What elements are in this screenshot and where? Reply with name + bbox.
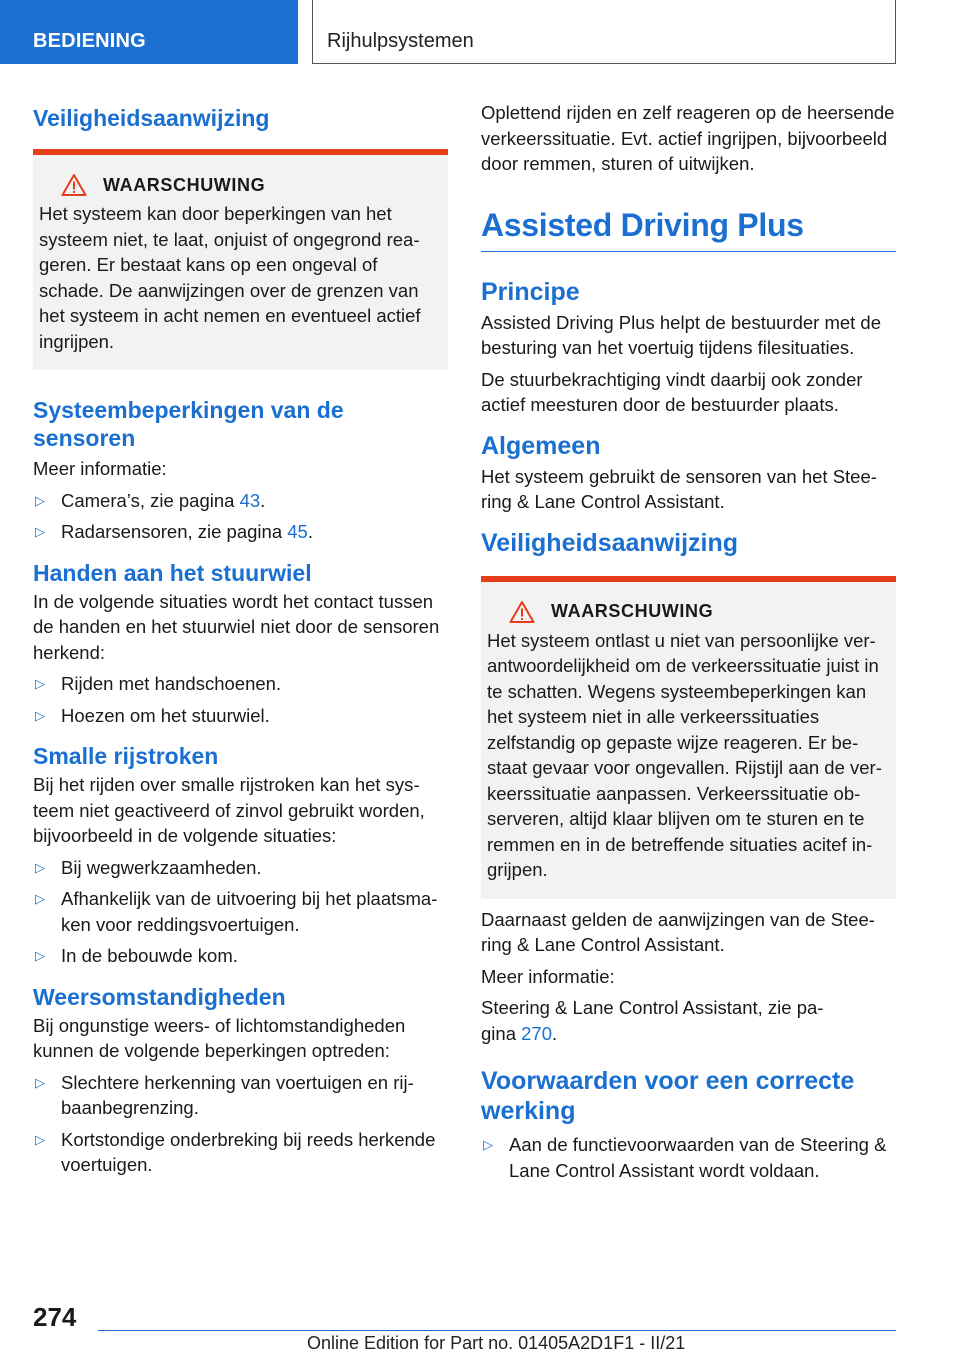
main-heading-wrapper xyxy=(481,205,896,252)
triangle-bullet-icon: ▷ xyxy=(35,859,45,875)
warning-label: WAARSCHUWING xyxy=(103,174,266,195)
triangle-bullet-icon: ▷ xyxy=(35,707,45,723)
warning-triangle-icon xyxy=(509,600,535,624)
paragraph: Meer informatie: xyxy=(481,965,615,987)
page-header xyxy=(0,0,960,66)
bullet-list xyxy=(481,1132,896,1183)
list-item: ▷ Hoezen om het stuurwiel. xyxy=(33,703,448,729)
warning-label: WAARSCHUWING xyxy=(551,601,714,621)
paragraph: In de volgende situaties wordt het contact tussen de handen en het stuurwiel niet door de sensoren herkend: xyxy=(33,590,440,663)
edition-footer: Online Edition for Part no. 01405A2D1F1 - II/21 xyxy=(307,1333,686,1353)
triangle-bullet-icon: ▷ xyxy=(35,524,45,539)
heading-veiligheidsaanwijzing-2: Veiligheidsaanwijzing xyxy=(481,528,739,557)
warning-title xyxy=(39,173,440,197)
list-item: ▷ Kortstondige onderbreking bij reeds herkende voertuigen. xyxy=(33,1127,448,1178)
list-item: ▷ Radarsensoren, zie pagina 45. xyxy=(33,519,448,545)
bullet-list xyxy=(33,671,448,728)
warning-triangle-icon xyxy=(61,173,87,197)
bullet-list xyxy=(33,1070,448,1178)
paragraph: Assisted Driving Plus helpt de bestuurder met de besturing van het voertuig tijdens filesituaties. xyxy=(481,311,882,358)
list-item: ▷ Camera’s, zie pagina 43. xyxy=(33,488,448,514)
page-link[interactable]: 45 xyxy=(287,521,308,542)
chapter-title: Rijhulpsystemen xyxy=(312,0,896,64)
paragraph: Meer informatie: xyxy=(33,458,167,479)
paragraph: Steering & Lane Control Assistant, zie pagina 270. xyxy=(481,997,824,1044)
triangle-bullet-icon: ▷ xyxy=(35,948,45,963)
triangle-bullet-icon: ▷ xyxy=(483,1137,493,1152)
paragraph: Oplettend rijden en zelf reageren op de heersende verkeerssituatie. Evt. actief ingrijpen, bijvoorbeeld door remmen, sturen of uitwijken. xyxy=(481,102,895,174)
list-item: ▷ Afhankelijk van de uitvoering bij het plaatsmaken voor reddingsvoertuigen. xyxy=(33,886,448,937)
paragraph: Bij het rijden over smalle rijstroken kan het systeem niet geactiveerd of zinvol gebruikt worden, bijvoorbeeld in de volgende situaties: xyxy=(33,774,425,846)
triangle-bullet-icon: ▷ xyxy=(35,891,45,906)
page-link[interactable]: 43 xyxy=(239,489,261,511)
list-item: ▷ Aan de functievoorwaarden van de Steering & Lane Control Assistant wordt voldaan. xyxy=(481,1132,896,1183)
heading-algemeen: Algemeen xyxy=(481,431,601,460)
warning-text: Het systeem kan door beperkingen van het systeem niet, te laat, onjuist of ongegrond reageren. Er bestaat kans op een ongeval of schade. De aanwijzingen over de grenzen van het systeem in acht nemen en eventueel actief ingrijpen. xyxy=(39,203,421,352)
bullet-list xyxy=(33,855,448,969)
page-link[interactable]: 270 xyxy=(521,1022,552,1044)
right-column xyxy=(481,98,896,1189)
warning-text: Het systeem ontlast u niet van persoonlijke verantwoordelijkheid om de verkeerssituatie juist in te schatten. Wegens systeembeperkingen kan het systeem niet in alle verkeerssituaties zelfstandig op gepaste wijze reageren. Er bestaat gevaar voor ongevallen. Rijstijl aan de verkeerssituatie aanpassen. Verkeerssituatie observeren, altijd klaar blijven om te sturen en te remmen en in de betreffende situaties acitef ingrijpen. xyxy=(487,629,882,880)
bullet-list xyxy=(33,488,448,545)
triangle-bullet-icon: ▷ xyxy=(35,676,45,691)
footer-divider xyxy=(98,1330,896,1331)
warning-title xyxy=(487,600,888,624)
paragraph: De stuurbekrachtiging vindt daarbij ook zonder actief meesturen door de bestuurder plaats. xyxy=(481,368,863,415)
list-item: ▷ Slechtere herkenning van voertuigen en rijbaanbegrenzing. xyxy=(33,1070,448,1121)
list-item: ▷ Bij wegwerkzaamheden. xyxy=(33,855,448,881)
list-item: ▷ In de bebouwde kom. xyxy=(33,943,448,969)
heading-weersomstandigheden: Weersomstandigheden xyxy=(33,983,286,1010)
triangle-bullet-icon: ▷ xyxy=(35,1131,45,1147)
paragraph: Bij ongunstige weers- of lichtomstandigheden kunnen de volgende beperkingen optreden: xyxy=(33,1014,406,1061)
list-item: ▷ Rijden met handschoenen. xyxy=(33,671,448,697)
paragraph: Het systeem gebruikt de sensoren van het Steering & Lane Control Assistant. xyxy=(481,465,877,512)
main-heading: Assisted Driving Plus xyxy=(481,206,804,243)
page-number: 274 xyxy=(33,1302,77,1332)
triangle-bullet-icon: ▷ xyxy=(35,1074,45,1090)
heading-principe: Principe xyxy=(481,277,580,306)
heading-handen-aan-stuurwiel: Handen aan het stuurwiel xyxy=(33,559,312,586)
heading-systeembeperkingen: Systeembeperkingen van de sensoren xyxy=(33,397,344,451)
triangle-bullet-icon: ▷ xyxy=(35,492,45,508)
heading-smalle-rijstroken: Smalle rijstroken xyxy=(33,743,219,769)
left-column xyxy=(33,98,448,1184)
warning-box xyxy=(33,149,448,370)
section-tab: BEDIENING xyxy=(0,0,298,64)
paragraph: Daarnaast gelden de aanwijzingen van de Steering & Lane Control Assistant. xyxy=(481,908,875,955)
heading-voorwaarden: Voorwaarden voor een correcte werking xyxy=(481,1067,855,1125)
warning-box xyxy=(481,576,896,899)
heading-veiligheidsaanwijzing: Veiligheidsaanwijzing xyxy=(33,105,270,131)
